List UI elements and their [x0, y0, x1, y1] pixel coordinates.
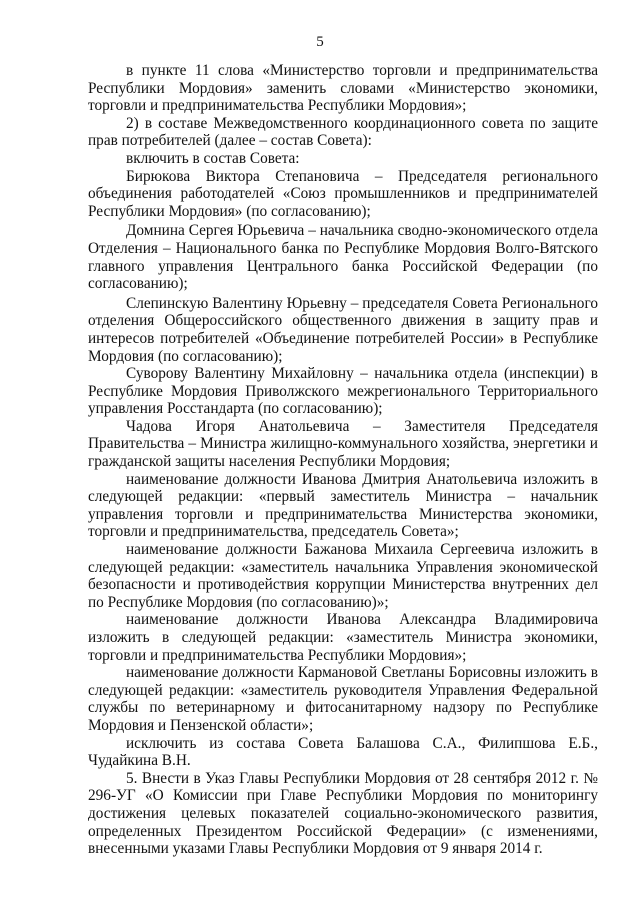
paragraph-suvorova: Суворову Валентину Михайловну – начальника отдела (инспекции) в Республике Мордовия Приволжского межрегионального Территориального управления Росстандарта (по согласованию);	[88, 365, 598, 418]
paragraph-biryukov: Бирюкова Виктора Степановича – Председателя регионального объединения работодателей «Союз промышленников и предпринимателей Республики Мордовия» (по согласованию);	[88, 167, 598, 220]
paragraph-ivanov-d: наименование должности Иванова Дмитрия Анатольевича изложить в следующей редакции: «первый заместитель Министра – начальник управления торговли и предпринимательства Министерства экономики, торговли и предпринимательства, председатель Совета»;	[88, 470, 598, 541]
paragraph-item-5: 5. Внести в Указ Главы Республики Мордовия от 28 сентября 2012 г. № 296-УГ «О Комиссии при Главе Республики Мордовия по мониторингу достижения целевых показателей социально-экономического развития, определенных Президентом Российской Федерации» (с изменениями, внесенными указами Главы Республики Мордовия от 9 января 2014 г.	[88, 769, 598, 858]
page-number: 5	[316, 34, 324, 50]
paragraph-karmanova: наименование должности Кармановой Светланы Борисовны изложить в следующей редакции: «заместитель руководителя Управления Федеральной службы по ветеринарному и фитосанитарному надзору по Республике Мордовия и Пензенской области»;	[88, 664, 598, 734]
paragraph-domnin: Домнина Сергея Юрьевича – начальника сводно-экономического отдела Отделения – Национального банка по Республике Мордовия Волго-Вятского главного управления Центрального банка Российской Федерации (по согласованию);	[88, 222, 598, 293]
paragraph-council-composition: 2) в составе Межведомственного координационного совета по защите прав потребителей (далее – состав Совета):	[88, 114, 598, 150]
paragraph-item-11-amendment: в пункте 11 слова «Министерство торговли и предпринимательства Республики Мордовия» заменить словами «Министерство экономики, торговли и предпринимательства Республики Мордовия»;	[88, 62, 598, 115]
paragraph-slepinskaya: Слепинскую Валентину Юрьевну – председателя Совета Регионального отделения Общероссийского общественного движения в защиту прав и интересов потребителей «Объединение потребителей России» в Республике Мордовия (по согласованию);	[88, 294, 598, 365]
paragraph-exclude: исключить из состава Совета Балашова С.А., Филипшова Е.Б., Чудайкина В.Н.	[88, 734, 598, 770]
document-body	[88, 62, 598, 858]
paragraph-include-intro: включить в состав Совета:	[126, 149, 300, 167]
paragraph-chadov: Чадова Игоря Анатольевича – Заместителя Председателя Правительства – Министра жилищно-коммунального хозяйства, энергетики и гражданской защиты населения Республики Мордовия;	[88, 417, 598, 471]
paragraph-ivanov-a: наименование должности Иванова Александра Владимировича изложить в следующей редакции: «заместитель Министра экономики, торговли и предпринимательства Республики Мордовия»;	[88, 611, 598, 664]
paragraph-bazhanov: наименование должности Бажанова Михаила Сергеевича изложить в следующей редакции: «заместитель начальника Управления экономической безопасности и противодействия коррупции Министерства внутренних дел по Республике Мордовия (по согласованию)»;	[88, 541, 598, 611]
